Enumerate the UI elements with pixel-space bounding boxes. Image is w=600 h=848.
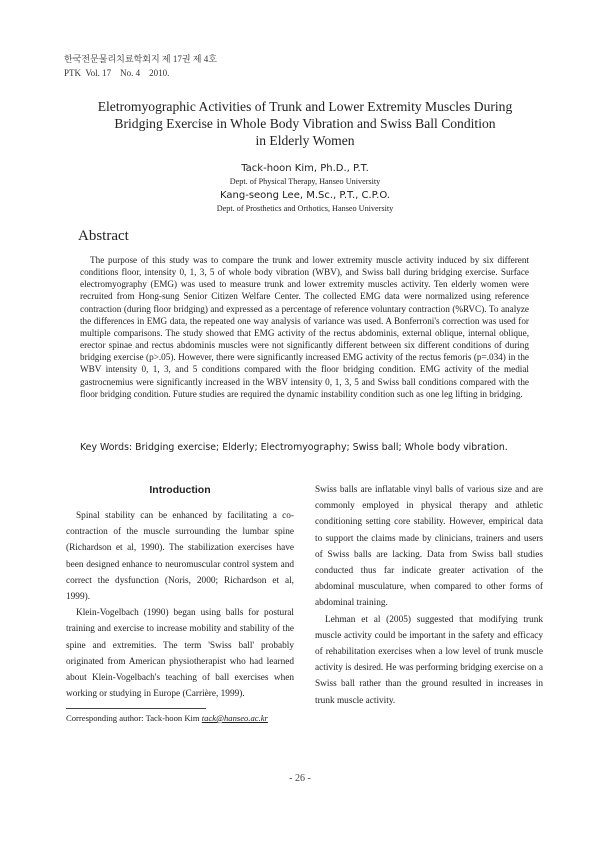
keywords: Key Words: Bridging exercise; Elderly; Electromyography; Swiss ball; Whole body vibration. bbox=[80, 442, 508, 453]
corresponding-author-footnote bbox=[66, 712, 268, 724]
footnote-divider bbox=[66, 708, 206, 709]
right-column bbox=[315, 482, 543, 709]
author-email-link[interactable]: tack@hanseo.ac.kr bbox=[201, 713, 268, 723]
author-affiliation: Dept. of Physical Therapy, Hanseo University bbox=[229, 177, 381, 186]
abstract-heading: Abstract bbox=[78, 228, 129, 244]
author-block bbox=[60, 162, 550, 216]
footnote-label: Corresponding author: Tack-hoon Kim bbox=[66, 713, 202, 723]
journal-header bbox=[64, 52, 217, 80]
page-number: - 26 - bbox=[289, 773, 311, 784]
paragraph: Lehman et al (2005) suggested that modifying trunk muscle activity could be important in the safety and efficacy of rehabilitation exercises when a low level of trunk muscle activity is desired. He was performing bridging exercise on a Swiss ball rather than the ground resulted in increases in trunk muscle activity. bbox=[315, 614, 543, 706]
introduction-heading: Introduction bbox=[149, 484, 211, 496]
title-line-3: in Elderly Women bbox=[255, 133, 355, 148]
abstract-text: The purpose of this study was to compare the trunk and lower extremity muscle activity induced by six different conditions floor, intensity 0, 1, 3, 5 of whole body vibration (WBV), and Swiss ball during bridging exercise. Surface electromyography (EMG) was used to measure trunk and lower extremity muscles activity. Ten elderly women were recruited from Hong-sung Senior Citizen Welfare Center. The collected EMG data were normalized using reference contraction (during floor bridging) and expressed as a percentage of reference voluntary contraction (%RVC). To analyze the differences in EMG data, the repeated one way analysis of variance was used. A Bonferroni's correction was used for multiple comparisons. The study showed that EMG activity of the rectus abdominis, external oblique, internal oblique, erector spinae and rectus abdominis muscles were not significantly different between six different conditions of during bridging exercise (p>.05). However, there were significantly increased EMG activity of the rectus femoris (p=.034) in the WBV intensity 0, 1, 3, and 5 conditions compared with the floor bridging condition. EMG activity of the medial gastrocnemius were significantly increased in the WBV intensity 0, 1, 3, 5 and Swiss ball conditions compared with the floor bridging condition. Future studies are required the dynamic instability condition such as one leg lifting in bridging. bbox=[80, 255, 529, 399]
title-line-2: Bridging Exercise in Whole Body Vibration and Swiss Ball Condition bbox=[114, 116, 496, 131]
author-name: Kang-seong Lee, M.Sc., P.T., C.P.O. bbox=[220, 190, 390, 201]
title-line-1: Eletromyographic Activities of Trunk and Lower Extremity Muscles During bbox=[97, 99, 513, 114]
paragraph: Spinal stability can be enhanced by facilitating a co-contraction of the muscle surrounding the lumbar spine (Richardson et al, 1990). The stabilization exercises have been designed enhance to neuromuscular control system and correct the dysfunction (Noris, 2000; Richardson et al, 1999). bbox=[66, 511, 294, 603]
paper-title bbox=[60, 98, 550, 149]
abstract-body bbox=[80, 254, 529, 400]
journal-volume-line: PTK Vol. 17 No. 4 2010. bbox=[64, 68, 170, 78]
author-affiliation: Dept. of Prosthetics and Orthotics, Hanseo University bbox=[216, 204, 394, 213]
author-name: Tack-hoon Kim, Ph.D., P.T. bbox=[241, 163, 369, 174]
paragraph: Swiss balls are inflatable vinyl balls of various size and are commonly employed in physical therapy and athletic conditioning setting core stability. However, empirical data to support the claims made by clinicians, trainers and users of Swiss balls are lacking. Data from Swiss ball studies conducted thus far indicate greater activation of the abdominal musculature, when compared to other forms of abdominal training. bbox=[315, 485, 543, 609]
journal-korean-title: 한국전문물리치료학회지 제 17권 제 4호 bbox=[64, 54, 217, 64]
left-column bbox=[66, 482, 294, 702]
paragraph: Klein-Vogelbach (1990) began using balls for postural training and exercise to increase mobility and stability of the spine and extremities. The term 'Swiss ball' probably originated from American physiotherapist who had learned about Klein-Vogelbach's teaching of ball exercises when working or studying in Europe (Carrière, 1999). bbox=[66, 608, 294, 700]
